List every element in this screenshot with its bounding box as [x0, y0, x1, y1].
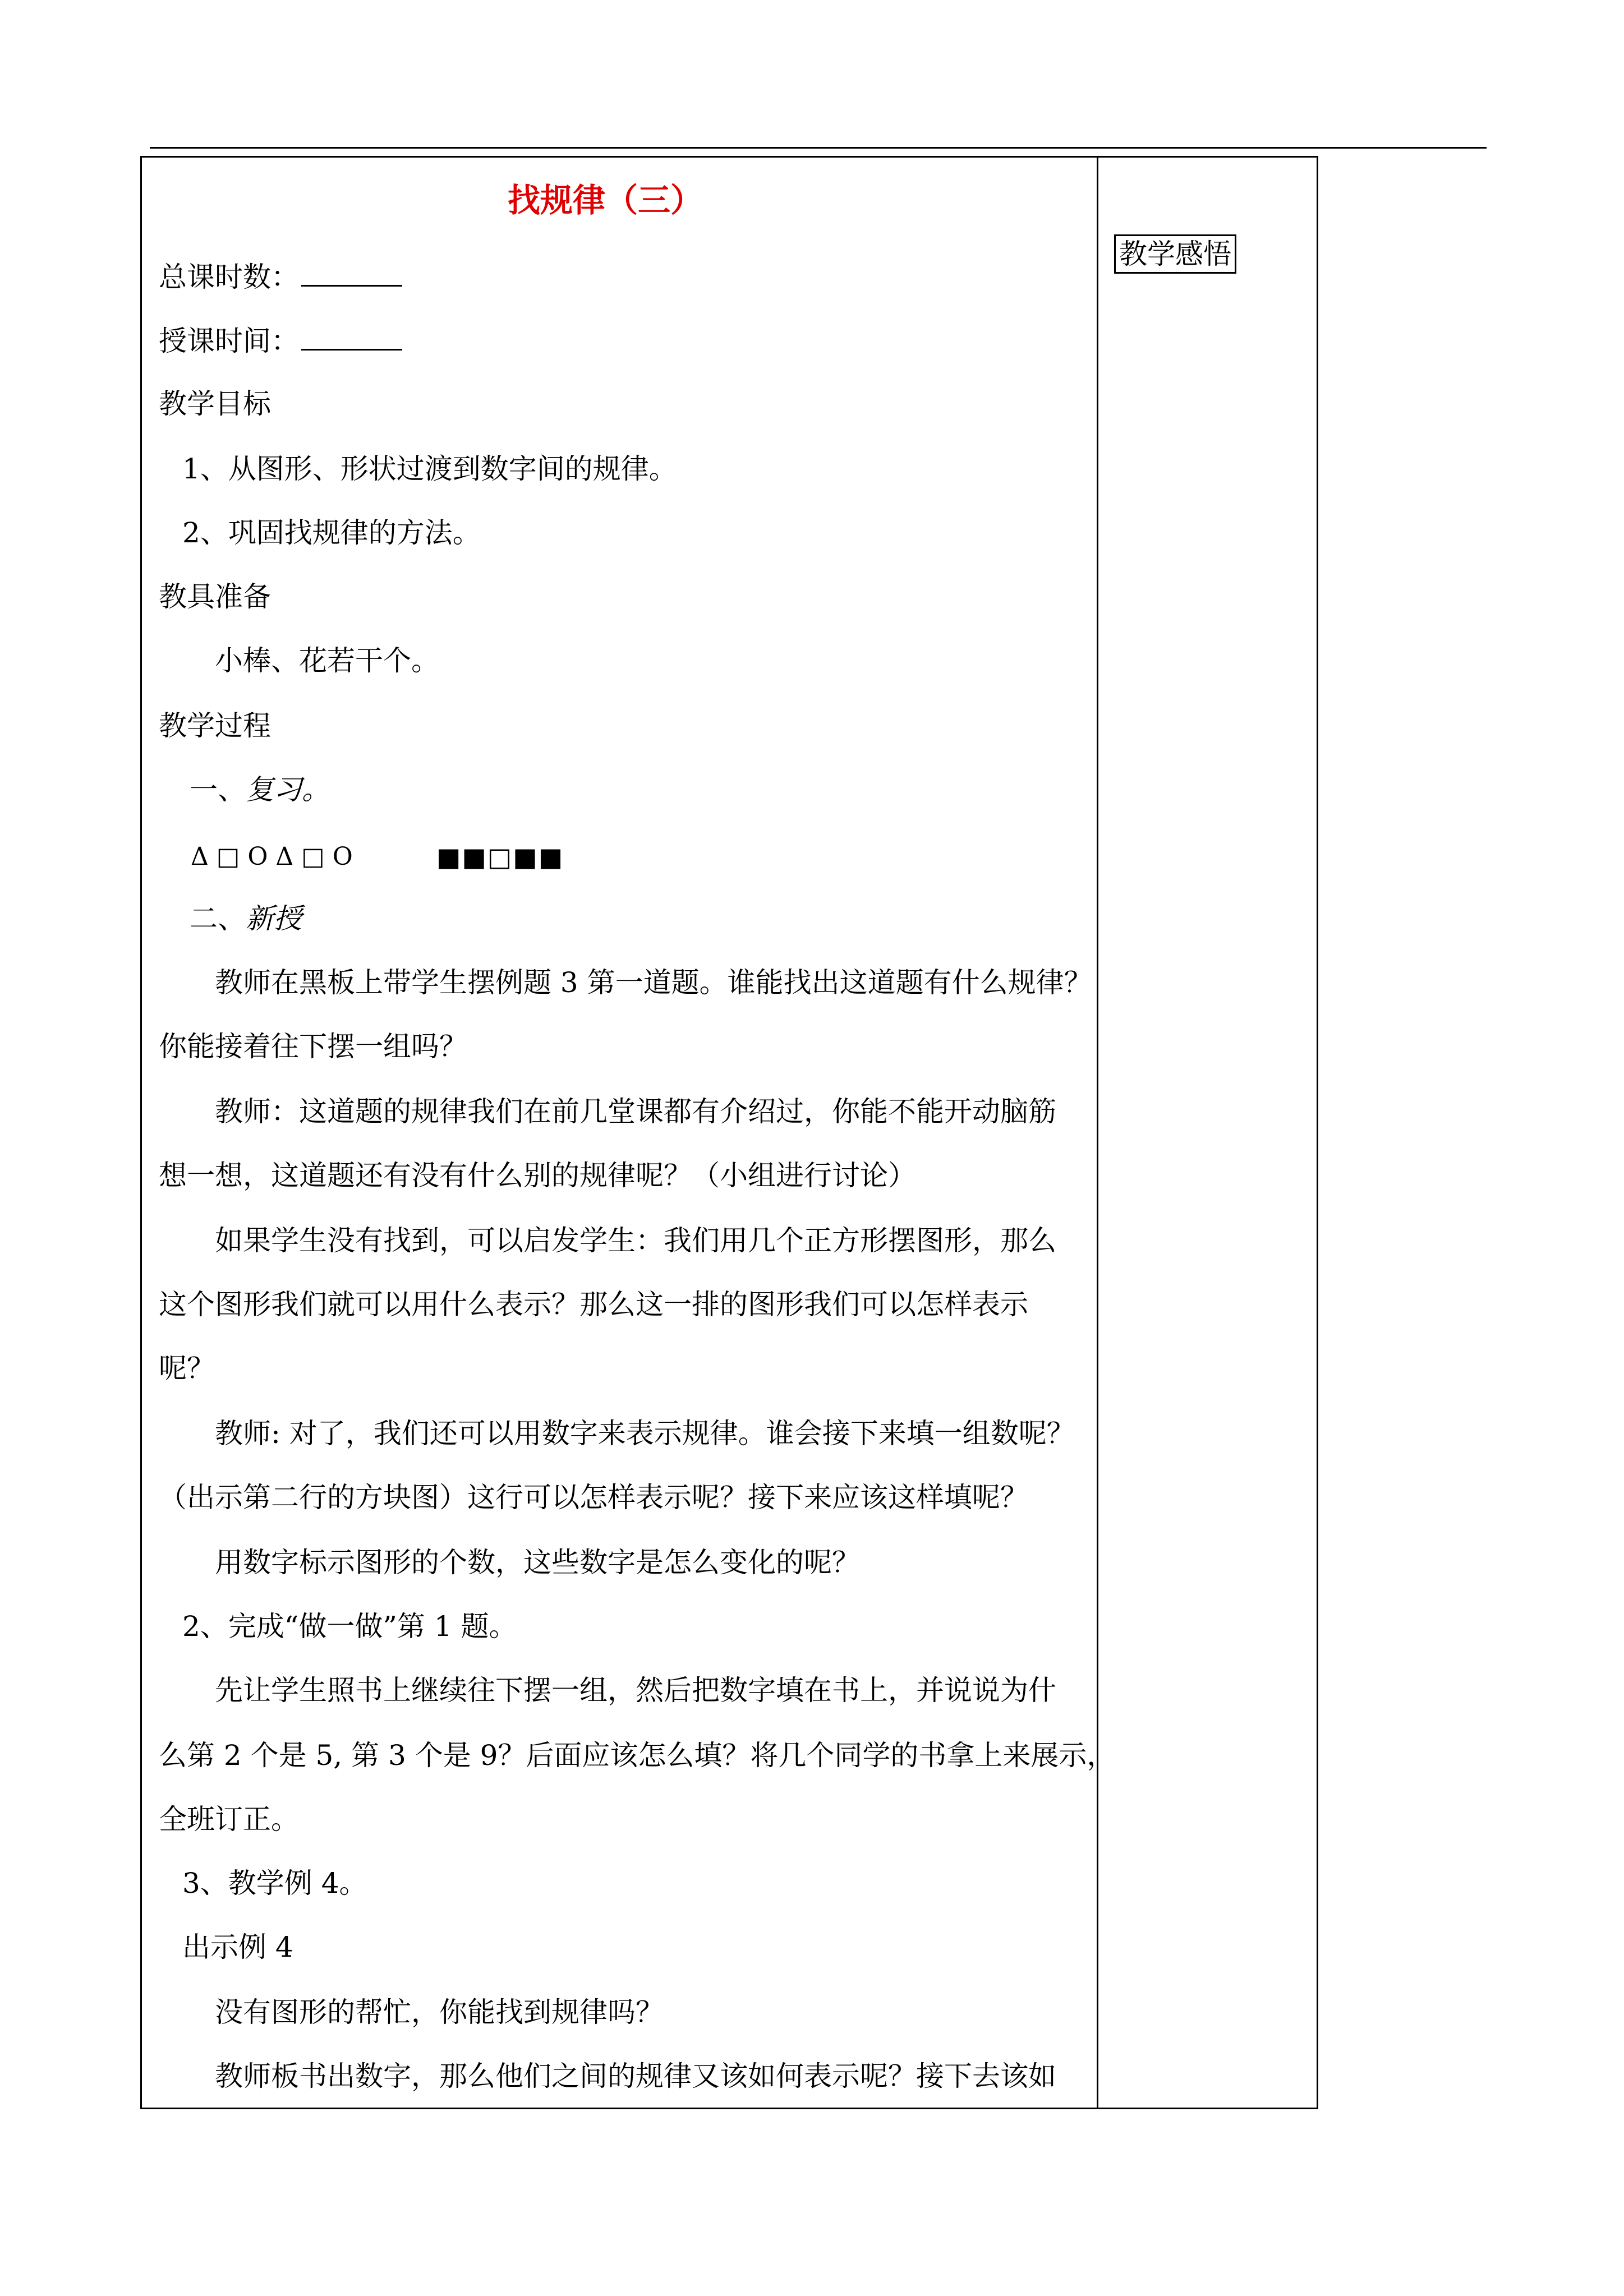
paragraph-3-line-1: 如果学生没有找到，可以启发学生：我们用几个正方形摆图形，那么 [215, 1224, 1056, 1257]
paragraph-2-line-1: 教师：这道题的规律我们在前几堂课都有介绍过，你能不能开动脑筋 [215, 1095, 1056, 1128]
paragraph-8-line-1: 教师板书出数字，那么他们之间的规律又该如何表示呢？接下去该如 [215, 2060, 1056, 2092]
objectives-heading: 教学目标 [159, 388, 271, 420]
lesson-title: 找规律（三） [508, 181, 703, 219]
total-hours-label: 总课时数： [159, 261, 299, 293]
new-text: 新授 [246, 902, 302, 935]
teach-time-row [159, 323, 402, 359]
column-divider [1097, 156, 1098, 2109]
header-rule [150, 147, 1487, 149]
new-prefix: 二、 [190, 902, 246, 935]
show-example: 出示例 4 [182, 1931, 293, 1963]
shapes-sequence-2: ■■□■■ [436, 842, 564, 872]
reflection-label: 教学感悟 [1114, 234, 1236, 274]
lesson-table [140, 156, 1318, 2109]
review-prefix: 一、 [190, 773, 246, 806]
teach-time-blank [301, 323, 402, 351]
total-hours-blank [301, 259, 402, 287]
paragraph-3-line-2: 这个图形我们就可以用什么表示？那么这一排的图形我们可以怎样表示 [159, 1288, 1028, 1321]
paragraph-1-line-1: 教师在黑板上带学生摆例题 3 第一道题。谁能找出这道题有什么规律？ [215, 966, 1092, 999]
paragraph-4-line-2: （出示第二行的方块图）这行可以怎样表示呢？接下来应该这样填呢？ [159, 1481, 1028, 1514]
shapes-sequence-1: Δ □ O Δ □ O [191, 842, 353, 871]
paragraph-6-line-2: 么第 2 个是 5, 第 3 个是 9？后面应该怎么填？将几个同学的书拿上来展示， [159, 1739, 1115, 1772]
paragraph-2-line-2: 想一想，这道题还有没有什么别的规律呢？（小组进行讨论） [159, 1159, 916, 1192]
total-hours-row [159, 259, 402, 295]
paragraph-4-line-1: 教师: 对了，我们还可以用数字来表示规律。谁会接下来填一组数呢？ [215, 1417, 1075, 1450]
new-lesson-heading [190, 901, 302, 937]
teach-time-label: 授课时间： [159, 325, 299, 357]
item-3: 3、教学例 4。 [182, 1867, 367, 1899]
paragraph-6-line-1: 先让学生照书上继续往下摆一组，然后把数字填在书上，并说说为什 [215, 1674, 1056, 1707]
review-text: 复习。 [246, 773, 330, 806]
paragraph-5-line-1: 用数字标示图形的个数，这些数字是怎么变化的呢？ [215, 1546, 860, 1579]
tools-heading: 教具准备 [159, 580, 271, 613]
objective-2: 2、巩固找规律的方法。 [182, 517, 481, 549]
tools-text: 小棒、花若干个。 [215, 644, 439, 677]
paragraph-6-line-3: 全班订正。 [159, 1803, 299, 1836]
review-heading [190, 772, 330, 808]
objective-1: 1、从图形、形状过渡到数字间的规律。 [182, 453, 677, 485]
paragraph-1-line-2: 你能接着往下摆一组吗？ [159, 1030, 467, 1063]
item-2: 2、完成“做一做”第 1 题。 [182, 1610, 517, 1643]
paragraph-7-line-1: 没有图形的帮忙，你能找到规律吗？ [215, 1996, 664, 2028]
process-heading: 教学过程 [159, 709, 271, 742]
paragraph-3-line-3: 呢？ [159, 1352, 215, 1385]
